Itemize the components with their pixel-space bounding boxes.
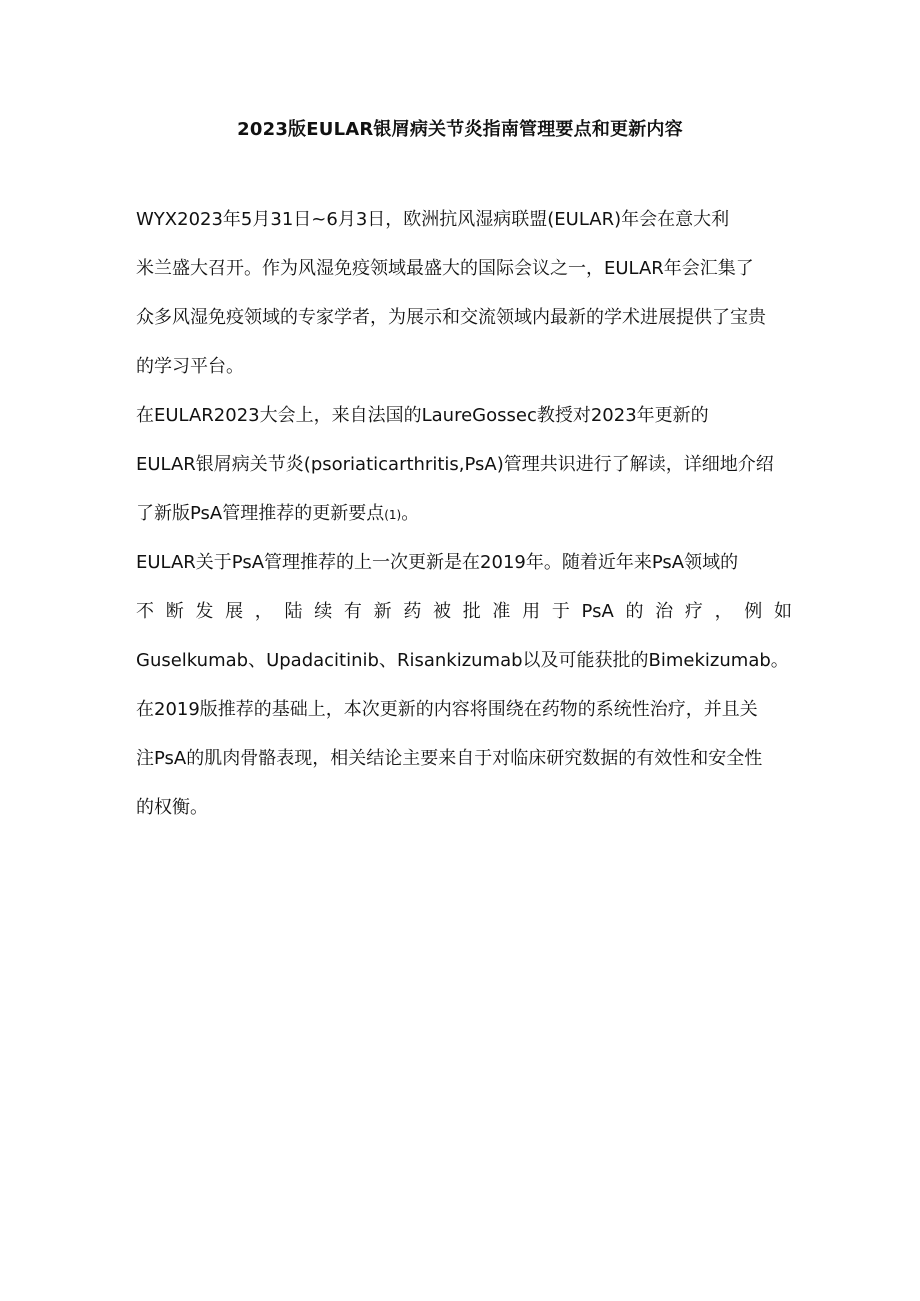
- paragraph-3-line-1: EULAR关于PsA管理推荐的上一次更新是在2019年。随着近年来PsA领域的: [136, 552, 739, 573]
- paragraph-4-line-2: 注PsA的肌肉骨骼表现，相关结论主要来自于对临床研究数据的有效性和安全性: [136, 748, 763, 769]
- citation-reference: (1): [384, 508, 402, 522]
- paragraph-2-line-3: [136, 492, 792, 541]
- paragraph-2-line-2: EULAR银屑病关节炎(psoriaticarthritis,PsA)管理共识进行了解读，详细地介绍: [136, 454, 774, 475]
- document-title: 2023版EULAR银屑病关节炎指南管理要点和更新内容: [237, 119, 683, 140]
- document-body: [136, 198, 792, 835]
- paragraph-2-line-3-end: 。: [401, 503, 420, 524]
- paragraph-1-line-2: 米兰盛大召开。作为风湿免疫领域最盛大的国际会议之一，EULAR年会汇集了: [136, 258, 754, 279]
- paragraph-1-line-3: 众多风湿免疫领域的专家学者，为展示和交流领域内最新的学术进展提供了宝贵: [136, 307, 766, 328]
- paragraph-1-line-4: 的学习平台。: [136, 356, 244, 377]
- paragraph-1-line-1: WYX2023年5月31日~6月3日，欧洲抗风湿病联盟(EULAR)年会在意大利: [136, 209, 730, 230]
- paragraph-3-line-2: 不断发展，陆续有新药被批准用于PsA的治疗，例如: [136, 601, 792, 622]
- paragraph-4-line-3: 的权衡。: [136, 797, 208, 818]
- paragraph-2-line-3-text: 了新版PsA管理推荐的更新要点: [136, 503, 385, 524]
- paragraph-4-line-1: 在2019版推荐的基础上，本次更新的内容将围绕在药物的系统性治疗，并且关: [136, 699, 758, 720]
- paragraph-2-line-1: 在EULAR2023大会上，来自法国的LaureGossec教授对2023年更新的: [136, 405, 709, 426]
- paragraph-3-line-3: Guselkumab、Upadacitinib、Risankizumab以及可能获批的Bimekizumab。: [136, 650, 789, 671]
